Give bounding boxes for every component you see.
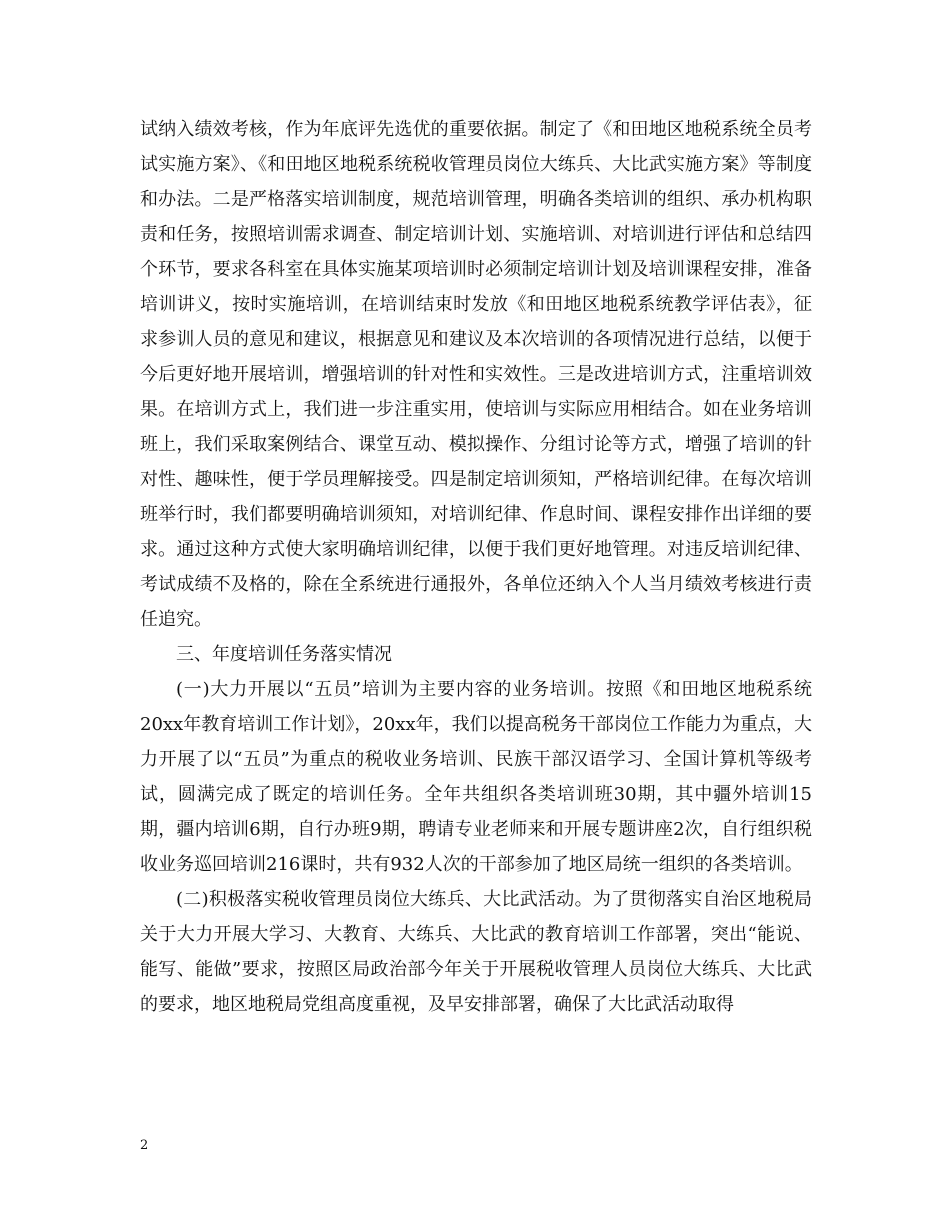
- page-number: 2: [140, 1138, 149, 1153]
- section-heading-annual-tasks: 三、年度培训任务落实情况: [176, 644, 392, 665]
- document-body: [140, 112, 812, 1022]
- paragraph-business-training: (一)大力开展以“五员”培训为主要内容的业务培训。按照《和田地区地税系统20xx年教育培训工作计划》，20xx年，我们以提高税务干部岗位工作能力为重点，大力开展了以“五员”为重点的税收业务培训、民族干部汉语学习、全国计算机等级考试，圆满完成了既定的培训任务。全年共组织各类培训班30期，其中疆外培训15期，疆内培训6期，自行办班9期，聘请专业老师来和开展专题讲座2次，自行组织税收业务巡回培训216课时，共有932人次的干部参加了地区局统一组织的各类培训。: [140, 679, 812, 875]
- paragraph-training-management: 试纳入绩效考核，作为年底评先选优的重要依据。制定了《和田地区地税系统全员考试实施方案》、《和田地区地税系统税收管理员岗位大练兵、大比武实施方案》等制度和办法。二是严格落实培训制度，规范培训管理，明确各类培训的组织、承办机构职责和任务，按照培训需求调查、制定培训计划、实施培训、对培训进行评估和总结四个环节，要求各科室在具体实施某项培训时必须制定培训计划及培训课程安排，准备培训讲义，按时实施培训，在培训结束时发放《和田地区地税系统教学评估表》，征求参训人员的意见和建议，根据意见和建议及本次培训的各项情况进行总结，以便于今后更好地开展培训，增强培训的针对性和实效性。三是改进培训方式，注重培训效果。在培训方式上，我们进一步注重实用，使培训与实际应用相结合。如在业务培训班上，我们采取案例结合、课堂互动、模拟操作、分组讨论等方式，增强了培训的针对性、趣味性，便于学员理解接受。四是制定培训须知，严格培训纪律。在每次培训班举行时，我们都要明确培训须知，对培训纪律、作息时间、课程安排作出详细的要求。通过这种方式使大家明确培训纪律，以便于我们更好地管理。对违反培训纪律、考试成绩不及格的，除在全系统进行通报外，各单位还纳入个人当月绩效考核进行责任追究。: [140, 119, 812, 630]
- paragraph-competition-activity: (二)积极落实税收管理员岗位大练兵、大比武活动。为了贯彻落实自治区地税局关于大力开展大学习、大教育、大练兵、大比武的教育培训工作部署，突出“能说、能写、能做”要求，按照区局政治部今年关于开展税收管理人员岗位大练兵、大比武的要求，地区地税局党组高度重视，及早安排部署，确保了大比武活动取得: [140, 889, 812, 1015]
